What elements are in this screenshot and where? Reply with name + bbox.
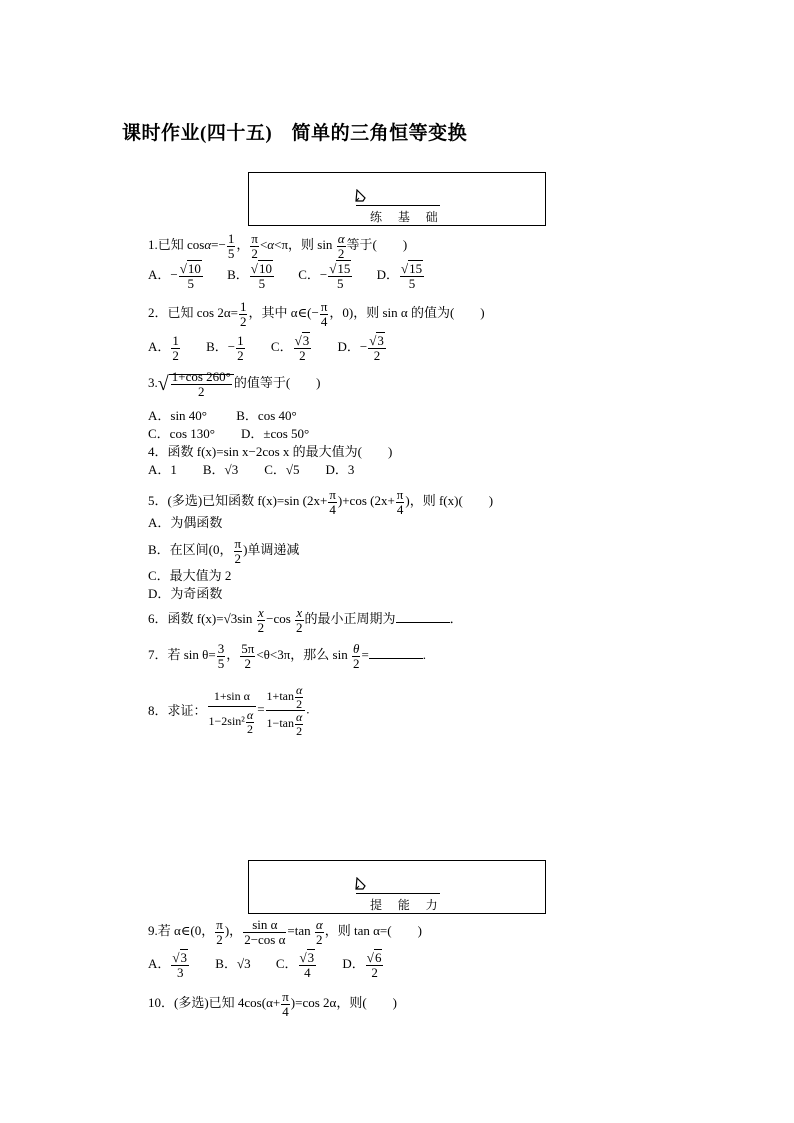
- question-10: 10．(多选)已知 4cos(α+ $\frac{\pi}{4}$ )=cos 2α，则( ): [148, 989, 398, 1019]
- question-5-option-a: A．为偶函数: [148, 515, 223, 530]
- question-5: 5．(多选)已知函数 f(x)=sin (2x+ $\frac{\pi}{4}$ )+cos (2x+ $\frac{\pi}{4}$ )，则 f(x)( ): [148, 487, 494, 517]
- question-2: 2．已知 cos 2α= $\frac{1}{2}$ ，其中 α∈(− $\frac{\pi}{4}$ ，0)，则 sin α 的值为( ): [148, 299, 485, 329]
- question-3-options-row2: C．cos 130° D．±cos 50°: [148, 426, 310, 441]
- question-8: 8．求证： 1+sin α 1−2sin² $\frac{\alpha}{2}$ = 1+tan $\frac{\alpha}{2}$ 1−tan $\frac{\alpha}{2}$ .: [148, 683, 310, 738]
- question-4-options: A．1 B．√3 C．√5 D．3: [148, 462, 355, 477]
- answer-blank: [369, 648, 423, 659]
- answer-blank: [396, 612, 450, 623]
- pen-icon: [354, 877, 368, 891]
- section-label-basic: 练 基 础: [370, 210, 444, 224]
- section-label-advanced: 提 能 力: [370, 898, 444, 912]
- section-divider: [356, 205, 440, 206]
- question-9-options: A． $\frac{√3}{3}$ B．√3 C． $\frac{√3}{4}$ D． $\frac{√6}{2}$: [148, 950, 382, 980]
- question-5-option-d: D．为奇函数: [148, 586, 223, 601]
- question-2-options: A． $\frac{1}{2}$ B．− $\frac{1}{2}$ C． $\frac{√3}{2}$ D．− $\frac{√3}{2}$: [148, 333, 384, 363]
- question-9: 9.若 α∈(0， $\frac{\pi}{2}$ )， $\frac{\text{sin α}}{\text{2−cos α}}$ =tan $\frac{\alpha}{2}$ ，则 tan α=( ): [148, 917, 422, 947]
- question-3-options-row1: A．sin 40° B．cos 40°: [148, 408, 297, 423]
- question-1: 1.已知 cosα=− $\frac{1}{5}$ ， $\frac{\pi}{2}$ <α<π，则 sin $\frac{\alpha}{2}$ 等于( ): [148, 231, 408, 261]
- section-divider: [356, 893, 440, 894]
- page-title: 课时作业(四十五) 简单的三角恒等变换: [122, 123, 468, 144]
- pen-icon: [354, 189, 368, 203]
- question-5-option-c: C．最大值为 2: [148, 568, 232, 583]
- question-7: 7．若 sin θ= $\frac{3}{5}$ ， $\frac{5\pi}{2}$ <θ<3π，那么 sin $\frac{\theta}{2}$ = .: [148, 641, 427, 671]
- question-6: 6．函数 f(x)=√3sin $\frac{x}{2}$ −cos $\frac{x}{2}$ 的最小正周期为 ．: [148, 605, 463, 635]
- question-1-options: A．− $\frac{√10}{5}$ B． $\frac{√10}{5}$ C．− $\frac{√15}{5}$ D． $\frac{√15}{5}$: [148, 261, 423, 291]
- question-4: 4．函数 f(x)=sin x−2cos x 的最大值为( ): [148, 444, 393, 459]
- question-3: 3.√ $\frac{1+\cos 260^\circ}{2}$ 的值等于( ): [148, 369, 321, 399]
- question-5-option-b: B．在区间(0， $\frac{\pi}{2}$ )单调递减: [148, 536, 300, 566]
